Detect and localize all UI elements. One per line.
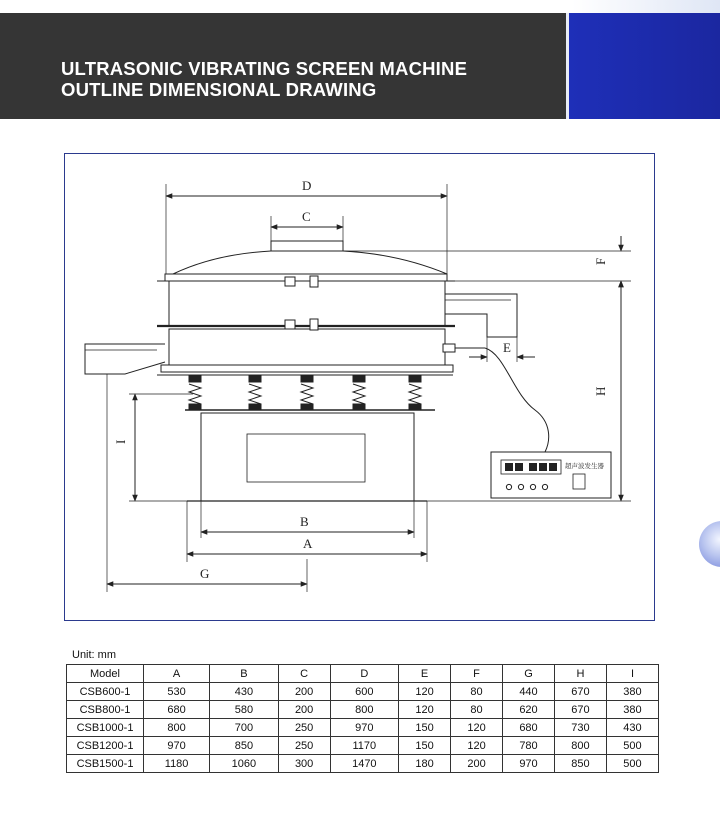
table-cell: 800 xyxy=(330,701,398,719)
table-row xyxy=(67,719,659,737)
dim-label-g: G xyxy=(200,566,210,581)
table-cell: 800 xyxy=(144,719,210,737)
table-cell: 620 xyxy=(503,701,555,719)
spring-set xyxy=(189,376,421,410)
dim-label-d: D xyxy=(302,178,312,193)
dim-label-b: B xyxy=(300,514,309,529)
table-cell: 850 xyxy=(554,755,606,773)
table-cell: 80 xyxy=(451,683,503,701)
table-cell: 300 xyxy=(278,755,330,773)
outline-drawing xyxy=(64,153,655,621)
header-banner xyxy=(0,13,566,119)
table-cell: 150 xyxy=(399,719,451,737)
top-outlet xyxy=(271,241,343,251)
table-cell: 80 xyxy=(451,701,503,719)
table-cell: 440 xyxy=(503,683,555,701)
dim-label-e: E xyxy=(503,340,511,355)
clamp-fastener-2 xyxy=(310,276,318,287)
table-cell: 850 xyxy=(210,737,278,755)
column-header: E xyxy=(399,665,451,683)
column-header: H xyxy=(554,665,606,683)
table-cell: 250 xyxy=(278,719,330,737)
generator-button-2 xyxy=(518,484,523,489)
table-cell: 1470 xyxy=(330,755,398,773)
table-cell: 730 xyxy=(554,719,606,737)
ultrasonic-generator xyxy=(491,452,611,498)
column-header: F xyxy=(451,665,503,683)
table-cell: 1180 xyxy=(144,755,210,773)
spring-4 xyxy=(353,376,365,410)
table-cell: 120 xyxy=(399,701,451,719)
table-cell: CSB600-1 xyxy=(67,683,144,701)
table-cell: CSB1200-1 xyxy=(67,737,144,755)
left-outlet xyxy=(85,344,165,374)
table-cell: 800 xyxy=(554,737,606,755)
table-cell: CSB800-1 xyxy=(67,701,144,719)
dim-label-i: I xyxy=(113,439,128,444)
page-title-line-1: ULTRASONIC VIBRATING SCREEN MACHINE xyxy=(61,58,468,79)
table-header xyxy=(67,665,659,683)
table-cell: 200 xyxy=(451,755,503,773)
table-cell: 670 xyxy=(554,701,606,719)
table-cell: 430 xyxy=(210,683,278,701)
page-title xyxy=(61,58,467,100)
table-row xyxy=(67,755,659,773)
dim-label-f: F xyxy=(593,257,608,265)
generator-button-1 xyxy=(506,484,511,489)
right-outlet xyxy=(445,294,517,337)
table-cell: 500 xyxy=(606,755,658,773)
table-cell: 120 xyxy=(399,683,451,701)
page-title-line-2: OUTLINE DIMENSIONAL DRAWING xyxy=(61,79,377,100)
column-header: I xyxy=(606,665,658,683)
clamp-fastener-1 xyxy=(285,277,295,286)
table-cell: 1060 xyxy=(210,755,278,773)
column-header: D xyxy=(330,665,398,683)
spring-3 xyxy=(301,376,313,410)
table-cell: 430 xyxy=(606,719,658,737)
table-cell: 780 xyxy=(503,737,555,755)
table-cell: 500 xyxy=(606,737,658,755)
dust-cover-dome xyxy=(173,251,447,274)
dim-label-c: C xyxy=(302,209,311,224)
header-accent-block xyxy=(566,13,720,119)
table-cell: 670 xyxy=(554,683,606,701)
generator-switch xyxy=(573,474,585,489)
table-row xyxy=(67,683,659,701)
table-cell: 970 xyxy=(144,737,210,755)
column-header: G xyxy=(503,665,555,683)
table-cell: 120 xyxy=(451,737,503,755)
dimension-table xyxy=(66,664,659,773)
table-cell: 680 xyxy=(144,701,210,719)
clamp-fastener-4 xyxy=(310,319,318,330)
nameplate xyxy=(247,434,365,482)
table-cell: 380 xyxy=(606,701,658,719)
table-cell: 600 xyxy=(330,683,398,701)
generator-button-3 xyxy=(530,484,535,489)
generator-button-4 xyxy=(542,484,547,489)
table-cell: 970 xyxy=(503,755,555,773)
dim-label-a: A xyxy=(303,536,313,551)
base-flange xyxy=(161,365,453,372)
unit-label: Unit: mm xyxy=(72,649,116,661)
base-stand xyxy=(201,413,414,501)
transducer xyxy=(443,344,455,352)
table-row xyxy=(67,737,659,755)
column-header: C xyxy=(278,665,330,683)
spring-1 xyxy=(189,376,201,410)
table-cell: 120 xyxy=(451,719,503,737)
table-cell: 580 xyxy=(210,701,278,719)
table-cell: 380 xyxy=(606,683,658,701)
generator-label: 超声波发生器 xyxy=(565,462,604,470)
table-cell: 680 xyxy=(503,719,555,737)
upper-screen-body xyxy=(169,281,445,326)
table-cell: 200 xyxy=(278,683,330,701)
header-fade-decoration xyxy=(572,0,720,14)
table-cell: 150 xyxy=(399,737,451,755)
spring-2 xyxy=(249,376,261,410)
column-header: Model xyxy=(67,665,144,683)
column-header: A xyxy=(144,665,210,683)
table-cell: 200 xyxy=(278,701,330,719)
spring-5 xyxy=(409,376,421,410)
table-cell: CSB1000-1 xyxy=(67,719,144,737)
table-cell: 700 xyxy=(210,719,278,737)
generator-display-digits xyxy=(505,463,557,471)
column-header: B xyxy=(210,665,278,683)
table-row xyxy=(67,701,659,719)
generator-cable xyxy=(485,348,549,452)
table-cell: 970 xyxy=(330,719,398,737)
table-header-row xyxy=(67,665,659,683)
dim-label-h: H xyxy=(593,386,608,396)
decorative-circle xyxy=(699,521,720,567)
table-cell: CSB1500-1 xyxy=(67,755,144,773)
table-cell: 1170 xyxy=(330,737,398,755)
table-cell: 530 xyxy=(144,683,210,701)
table-cell: 250 xyxy=(278,737,330,755)
clamp-fastener-3 xyxy=(285,320,295,329)
table-cell: 180 xyxy=(399,755,451,773)
top-frame-ring xyxy=(165,274,447,281)
lower-screen-body xyxy=(169,329,445,365)
outline-drawing-svg xyxy=(65,154,656,622)
